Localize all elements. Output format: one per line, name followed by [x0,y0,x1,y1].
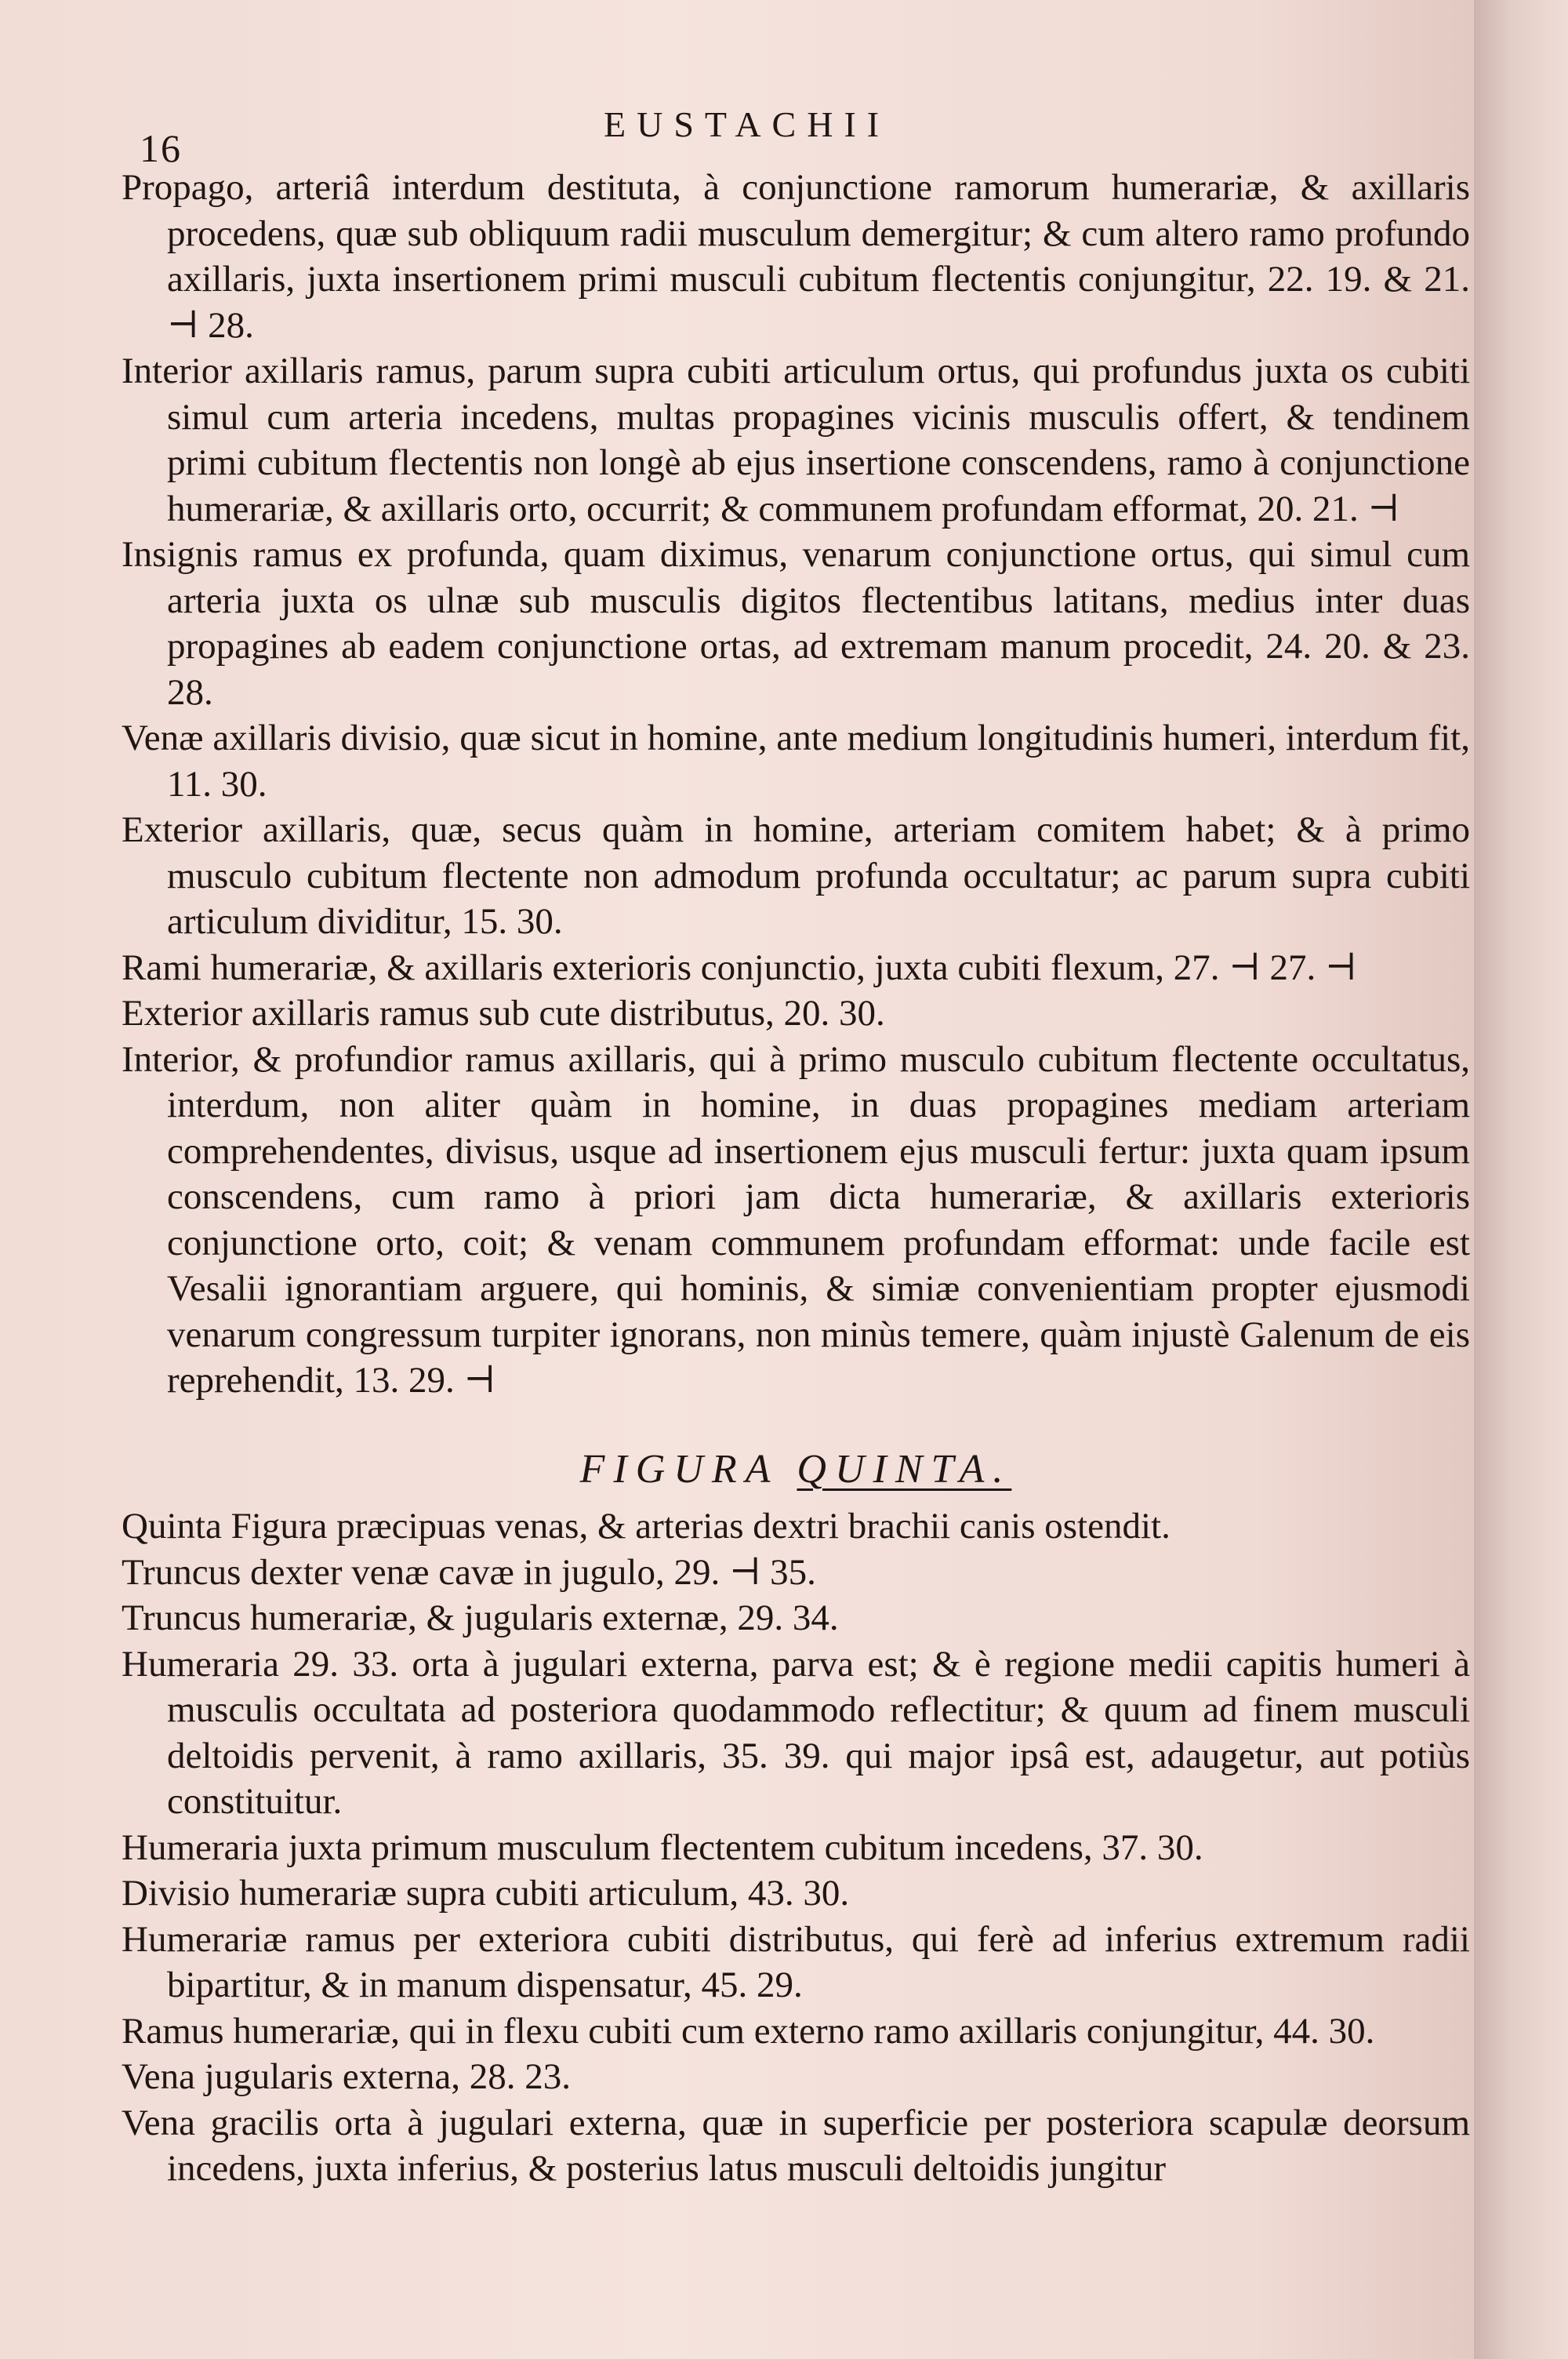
page-body [122,165,1470,2192]
page-number: 16 [140,126,182,170]
entry: Humerariæ ramus per exteriora cubiti distributus, qui ferè ad inferius extremum radii bipartitur, & in manum dispensatur, 45. 29. [122,1918,1470,2005]
entry: Humeraria 29. 33. orta à jugulari externa, parva est; & è regione medii capitis humeri à musculis occultata ad posteriora quodammodo reflectitur; & quum ad finem musculi deltoidis pervenit, à ramo axillaris, 35. 39. qui major ipsâ est, adaugetur, aut potiùs constituitur. [122,1643,1470,1822]
entry: Interior, & profundior ramus axillaris, qui à primo musculo cubitum flectente occultatus, interdum, non aliter quàm in homine, in duas propagines mediam arteriam comprehendentes, divisus, usque ad insertionem ejus musculi fertur: juxta quam ipsum conscendens, cum ramo à priori jam dicta humerariæ, & axillaris exterioris conjunctione orto, coit; & venam communem profundam efformat: unde facile est Vesalii ignorantiam arguere, qui hominis, & simiæ convenientiam propter ejusmodi venarum congressum turpiter ignorans, non minùs temere, quàm injustè Galenum de eis reprehendit, 13. 29. ⊣ [122,1038,1470,1401]
entry: Rami humerariæ, & axillaris exterioris conjunctio, juxta cubiti flexum, 27. ⊣ 27. ⊣ [122,947,1357,988]
entry: Divisio humerariæ supra cubiti articulum, 43. 30. [122,1873,850,1914]
entry: Vena gracilis orta à jugulari externa, quæ in superficie per posteriora scapulæ deorsum incedens, juxta inferius, & posterius latus musculi deltoidis jungitur [122,2102,1470,2189]
entry: Insignis ramus ex profunda, quam diximus, venarum conjunctione ortus, qui simul cum arteria juxta os ulnæ sub musculis digitos flectentibus latitans, medius inter duas propagines ab eadem conjunctione ortas, ad extremam manum procedit, 24. 20. & 23. 28. [122,534,1470,713]
entry: Exterior axillaris, quæ, secus quàm in homine, arteriam comitem habet; & à primo musculo cubitum flectente non admodum profunda occultatur; ac parum supra cubiti articulum dividitur, 15. 30. [122,809,1470,942]
entry: Vena jugularis externa, 28. 23. [122,2056,571,2097]
entry: Exterior axillaris ramus sub cute distributus, 20. 30. [122,993,885,1034]
heading-word: QUINTA. [797,1446,1012,1492]
heading-word: FIGURA [579,1446,779,1492]
entry: Interior axillaris ramus, parum supra cubiti articulum ortus, qui profundus juxta os cubiti simul cum arteria incedens, multas propagines vicinis musculis offert, & tendinem primi cubitum flectentis non longè ab ejus insertione conscendens, ramo à conjunctione humerariæ, & axillaris orto, occurrit; & communem profundam efformat, 20. 21. ⊣ [122,351,1470,529]
entry: Venæ axillaris divisio, quæ sicut in homine, ante medium longitudinis humeri, interdum fit, 11. 30. [122,718,1470,805]
entry: Truncus dexter venæ cavæ in jugulo, 29. ⊣ 35. [122,1551,816,1593]
running-head: EUSTACHII [604,104,891,144]
entry: Propago, arteriâ interdum destituta, à conjunctione ramorum humerariæ, & axillaris procedens, quæ sub obliquum radii musculum demergitur; & cum altero ramo profundo axillaris, juxta insertionem primi musculi cubitum flectentis conjungitur, 22. 19. & 21. ⊣ 28. [122,167,1470,346]
entry: Truncus humerariæ, & jugularis externæ, 29. 34. [122,1598,839,1638]
section-heading [122,1447,1470,1493]
entry: Humeraria juxta primum musculum flectentem cubitum incedens, 37. 30. [122,1826,1203,1868]
entry: Ramus humerariæ, qui in flexu cubiti cum externo ramo axillaris conjungitur, 44. 30. [122,2010,1375,2052]
page-edge [1474,0,1568,2359]
entry: Quinta Figura præcipuas venas, & arterias dextri brachii canis ostendit. [122,1506,1171,1547]
